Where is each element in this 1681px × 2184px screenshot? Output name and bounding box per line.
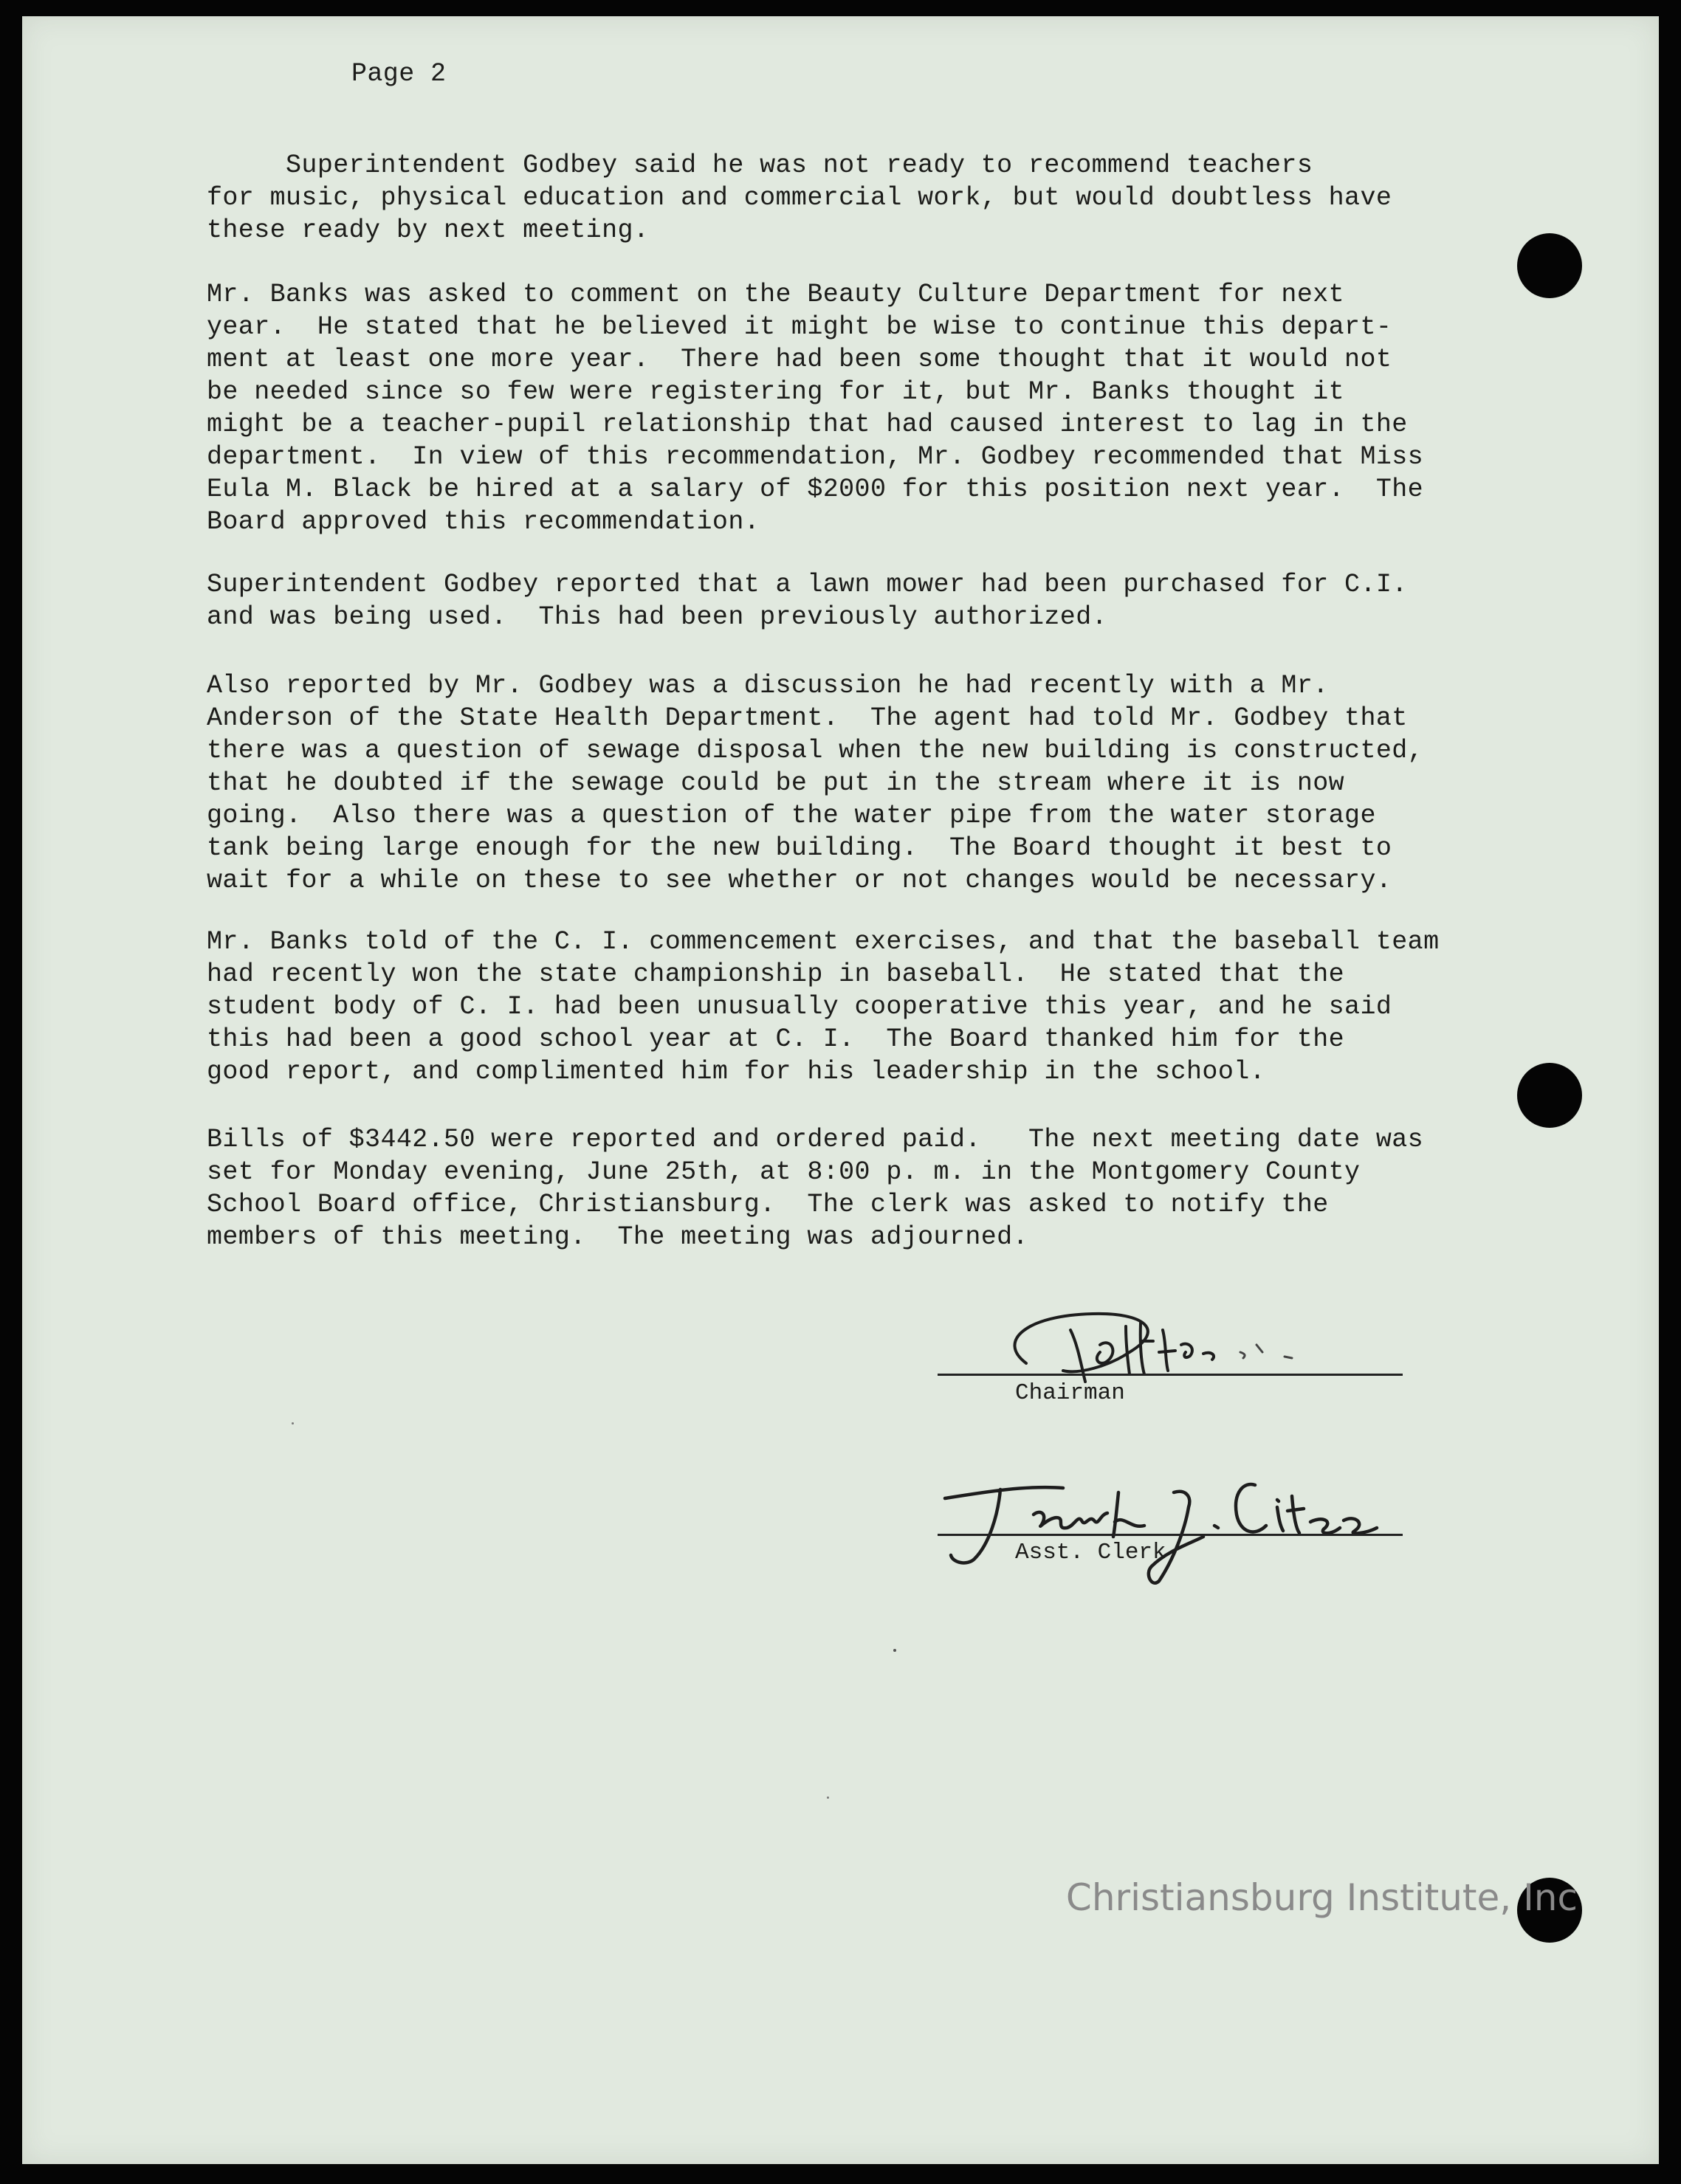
text-line: there was a question of sewage disposal when the new building is constructed, [207,736,1424,765]
text-line: had recently won the state championship in baseball. He stated that the [207,960,1345,989]
clerk-signature [930,1463,1403,1603]
text-line: department. In view of this recommendation, Mr. Godbey recommended that Miss [207,442,1424,472]
binder-hole-middle [1517,1063,1582,1128]
chairman-signature-line [938,1374,1403,1376]
text-line: members of this meeting. The meeting was adjourned. [207,1222,1028,1252]
text-line: Superintendent Godbey reported that a lawn mower had been purchased for C.I. [207,570,1408,599]
clerk-signature-line [938,1534,1403,1536]
text-line: Superintendent Godbey said he was not ready to recommend teachers [207,151,1313,180]
text-line: for music, physical education and commercial work, but would doubtless have [207,183,1392,213]
chairman-label: Chairman [1015,1380,1125,1406]
text-line: Also reported by Mr. Godbey was a discussion he had recently with a Mr. [207,671,1329,700]
paragraph-bills-adjourned [207,1123,1423,1253]
paper-speck [827,1797,829,1799]
text-line: tank being large enough for the new building. The Board thought it best to [207,833,1392,863]
text-line: year. He stated that he believed it might be wise to continue this depart- [207,312,1392,342]
text-line: might be a teacher-pupil relationship that had caused interest to lag in the [207,410,1408,439]
text-line: Anderson of the State Health Department. The agent had told Mr. Godbey that [207,703,1408,733]
text-line: Eula M. Black be hired at a salary of $2000 for this position next year. The [207,475,1424,504]
paragraph-beauty-culture [207,278,1423,538]
paragraph-commencement [207,926,1439,1088]
text-line: this had been a good school year at C. I. The Board thanked him for the [207,1024,1345,1054]
text-line: that he doubted if the sewage could be put in the stream where it is now [207,768,1345,798]
paper-speck [893,1649,896,1652]
text-line: Bills of $3442.50 were reported and ordered paid. The next meeting date was [207,1125,1424,1154]
paper-speck [292,1422,294,1425]
text-line: going. Also there was a question of the water pipe from the water storage [207,801,1376,830]
document-page [22,16,1659,2164]
page-number: Page 2 [351,59,447,89]
text-line: Board approved this recommendation. [207,507,760,537]
text-line: these ready by next meeting. [207,216,650,245]
paragraph-health-department [207,669,1423,897]
clerk-label: Asst. Clerk [1015,1540,1166,1565]
text-line: Mr. Banks was asked to comment on the Beauty Culture Department for next [207,280,1345,309]
text-line: good report, and complimented him for his leadership in the school. [207,1057,1266,1086]
text-line: wait for a while on these to see whether or not changes would be necessary. [207,866,1392,895]
text-line: School Board office, Christiansburg. The clerk was asked to notify the [207,1190,1329,1219]
text-line: be needed since so few were registering for it, but Mr. Banks thought it [207,377,1345,407]
text-line: and was being used. This had been previously authorized. [207,602,1107,632]
text-line: student body of C. I. had been unusually cooperative this year, and he said [207,992,1392,1022]
text-line: set for Monday evening, June 25th, at 8:00 p. m. in the Montgomery County [207,1157,1361,1187]
binder-hole-top [1517,233,1582,298]
paragraph-lawn-mower [207,568,1408,633]
archive-watermark: Christiansburg Institute, Inc [1065,1876,1578,1919]
paragraph-teachers [207,149,1392,247]
text-line: Mr. Banks told of the C. I. commencement exercises, and that the baseball team [207,927,1440,957]
text-line: ment at least one more year. There had been some thought that it would not [207,345,1392,374]
